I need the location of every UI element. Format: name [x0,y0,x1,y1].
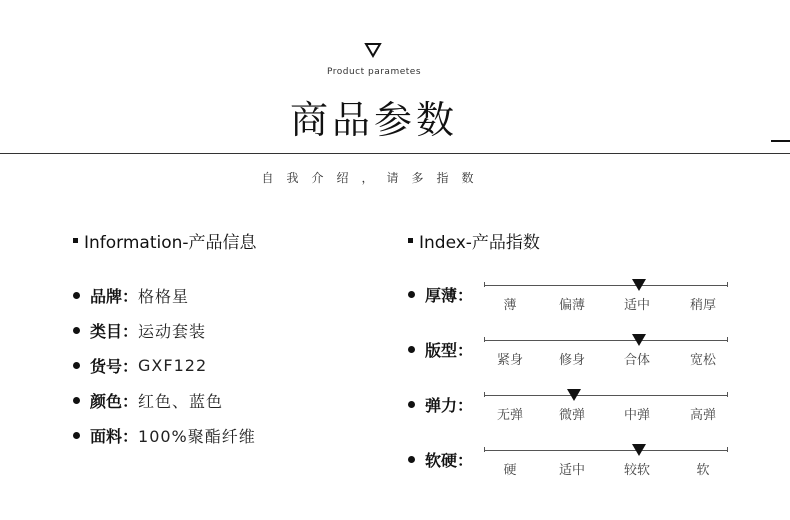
info-value: 格格星 [138,287,190,306]
page-title: 商品参数 [289,98,458,142]
index-row-label [408,338,473,361]
index-scale-line [484,450,728,451]
subtitle: Product parametes [326,67,422,77]
index-heading-text: Index-产品指数 [419,233,540,253]
info-value: 红色、蓝色 [138,392,224,411]
index-option: 稍厚 [689,298,716,313]
dot-bullet-icon [73,432,80,439]
info-heading [73,228,257,253]
selected-marker-icon [567,389,581,401]
index-scale-line [484,395,728,396]
index-option: 无弹 [496,408,523,423]
index-option: 微弹 [558,408,585,423]
info-value: 100%聚酯纤维 [138,427,256,446]
divider-line [0,153,790,154]
index-option: 合体 [623,353,650,368]
dot-bullet-icon [73,292,80,299]
intro-text: 自我介绍，请多指数 [261,171,487,185]
index-option: 中弹 [623,408,650,423]
dot-bullet-icon [408,346,415,353]
info-item-category [73,319,206,342]
index-label: 厚薄： [425,286,474,305]
index-row-label [408,283,473,306]
divider-accent [771,140,790,142]
index-heading [408,228,540,253]
info-label: 货号： [90,357,139,376]
selected-marker-icon [632,334,646,346]
info-value: GXF122 [138,356,208,375]
info-heading-text: Information-产品信息 [84,233,257,253]
index-label: 弹力： [425,396,474,415]
info-value: 运动套装 [138,322,207,341]
dot-bullet-icon [408,456,415,463]
index-option: 较软 [623,463,650,478]
info-label: 品牌： [90,287,139,306]
index-option: 修身 [558,353,585,368]
index-label: 软硬： [425,451,474,470]
index-row-label [408,448,473,471]
index-scale-line [484,285,728,286]
square-bullet-icon [408,238,413,243]
index-option: 适中 [558,463,585,478]
info-item-sku [73,354,207,377]
down-triangle-icon [363,40,383,60]
info-item-color [73,389,223,412]
index-label: 版型： [425,341,474,360]
info-label: 类目： [90,322,139,341]
index-option: 薄 [503,298,517,313]
index-option: 高弹 [689,408,716,423]
index-option: 紧身 [496,353,523,368]
index-scale-line [484,340,728,341]
index-option: 宽松 [689,353,716,368]
index-option: 硬 [503,463,517,478]
info-item-fabric [73,424,256,447]
index-option: 软 [696,463,710,478]
square-bullet-icon [73,238,78,243]
dot-bullet-icon [408,401,415,408]
dot-bullet-icon [73,362,80,369]
info-label: 面料： [90,427,139,446]
selected-marker-icon [632,279,646,291]
info-label: 颜色： [90,392,139,411]
index-option: 偏薄 [558,298,585,313]
dot-bullet-icon [408,291,415,298]
index-row-label [408,393,473,416]
dot-bullet-icon [73,327,80,334]
selected-marker-icon [632,444,646,456]
info-item-brand [73,284,189,307]
dot-bullet-icon [73,397,80,404]
index-option: 适中 [623,298,650,313]
